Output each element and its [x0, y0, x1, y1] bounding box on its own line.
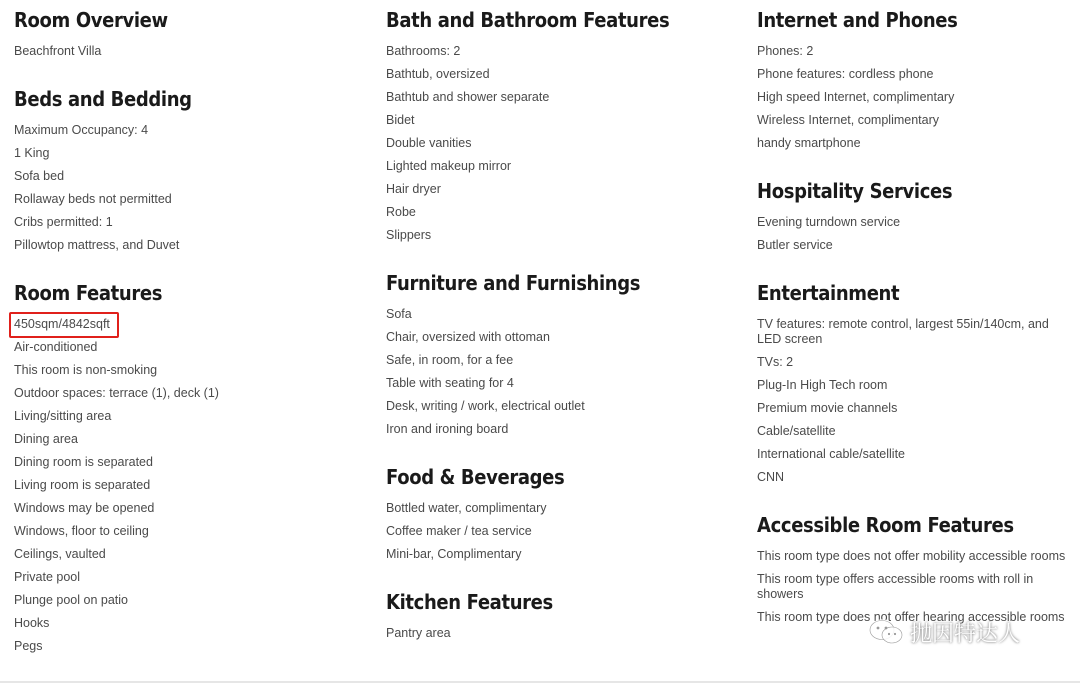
list-item: Bidet: [386, 113, 415, 127]
list-item: Iron and ironing board: [386, 422, 509, 436]
wechat-icon: [868, 618, 904, 646]
list-item: Phone features: cordless phone: [757, 67, 934, 81]
list-item: Cable/satellite: [757, 424, 836, 438]
list-item: Dining room is separated: [14, 455, 153, 469]
list-item: Bottled water, complimentary: [386, 501, 547, 515]
section-hospitality: [757, 178, 1072, 253]
list-item: Maximum Occupancy: 4: [14, 123, 149, 137]
list-item: Evening turndown service: [757, 215, 901, 229]
list-item: 1 King: [14, 146, 50, 160]
section-title: Beds and Bedding: [14, 87, 192, 111]
section-title: Kitchen Features: [386, 590, 553, 614]
list-item: Hair dryer: [386, 182, 441, 196]
list-item: Double vanities: [386, 136, 472, 150]
list-item: Butler service: [757, 238, 833, 252]
section-entertainment: [757, 280, 1072, 485]
section-room-overview: [14, 7, 354, 59]
list-item: High speed Internet, complimentary: [757, 90, 955, 104]
list-item: CNN: [757, 470, 785, 484]
list-item: Safe, in room, for a fee: [386, 353, 514, 367]
list-item: Windows, floor to ceiling: [14, 524, 149, 538]
section-title: Food & Beverages: [386, 465, 565, 489]
section-title: Furniture and Furnishings: [386, 271, 641, 295]
list-item: TV features: remote control, largest 55in/140cm, and LED screen: [757, 317, 1049, 346]
section-title: Entertainment: [757, 281, 900, 305]
list-item: Chair, oversized with ottoman: [386, 330, 550, 344]
list-item-room-size: [14, 317, 354, 332]
section-title: Accessible Room Features: [757, 513, 1014, 537]
list-item: This room is non-smoking: [14, 363, 158, 377]
list-item: Slippers: [386, 228, 432, 242]
list-item: Air-conditioned: [14, 340, 98, 354]
section-internet-phones: [757, 7, 1072, 151]
column-1: [14, 0, 354, 654]
section-title: Hospitality Services: [757, 179, 953, 203]
list-item: Robe: [386, 205, 416, 219]
list-item: Premium movie channels: [757, 401, 898, 415]
section-furniture: [386, 270, 726, 437]
list-item: Private pool: [14, 570, 81, 584]
room-size-highlight: 450sqm/4842sqft: [14, 317, 110, 331]
list-item: Sofa bed: [14, 169, 65, 183]
section-kitchen: [386, 589, 726, 641]
section-room-features: [14, 280, 354, 654]
section-food-beverages: [386, 464, 726, 562]
list-item: Beachfront Villa: [14, 44, 102, 58]
section-title: Bath and Bathroom Features: [386, 8, 670, 32]
section-accessible: [757, 512, 1072, 625]
list-item: Dining area: [14, 432, 78, 446]
list-item: Pantry area: [386, 626, 451, 640]
list-item: Coffee maker / tea service: [386, 524, 532, 538]
section-title: Internet and Phones: [757, 8, 958, 32]
list-item: Pegs: [14, 639, 43, 653]
list-item: TVs: 2: [757, 355, 794, 369]
section-title: Room Features: [14, 281, 163, 305]
list-item: Bathtub, oversized: [386, 67, 490, 81]
list-item: Wireless Internet, complimentary: [757, 113, 940, 127]
list-item: Windows may be opened: [14, 501, 155, 515]
list-item: Plunge pool on patio: [14, 593, 128, 607]
list-item: Phones: 2: [757, 44, 814, 58]
list-item: Hooks: [14, 616, 50, 630]
list-item: Lighted makeup mirror: [386, 159, 512, 173]
section-title: Room Overview: [14, 8, 168, 32]
list-item: Rollaway beds not permitted: [14, 192, 172, 206]
watermark: [868, 612, 1020, 652]
watermark-text: 抛因特达人: [910, 621, 1021, 647]
list-item: Bathrooms: 2: [386, 44, 461, 58]
list-item: Outdoor spaces: terrace (1), deck (1): [14, 386, 219, 400]
list-item: Table with seating for 4: [386, 376, 514, 390]
list-item: Cribs permitted: 1: [14, 215, 113, 229]
list-item: This room type offers accessible rooms with roll in showers: [757, 572, 1034, 601]
list-item: handy smartphone: [757, 136, 861, 150]
list-item: This room type does not offer hearing accessible rooms: [757, 610, 1065, 624]
list-item: Desk, writing / work, electrical outlet: [386, 399, 585, 413]
column-2: [386, 0, 726, 641]
list-item: Sofa: [386, 307, 412, 321]
list-item: This room type does not offer mobility accessible rooms: [757, 549, 1066, 563]
list-item: Living/sitting area: [14, 409, 112, 423]
list-item: Pillowtop mattress, and Duvet: [14, 238, 180, 252]
column-3: [757, 0, 1072, 625]
section-bath-features: [386, 7, 726, 243]
list-item: Plug-In High Tech room: [757, 378, 888, 392]
list-item: Living room is separated: [14, 478, 151, 492]
list-item: Bathtub and shower separate: [386, 90, 550, 104]
list-item: Ceilings, vaulted: [14, 547, 106, 561]
list-item: International cable/satellite: [757, 447, 906, 461]
section-beds-and-bedding: [14, 86, 354, 253]
list-item: Mini-bar, Complimentary: [386, 547, 522, 561]
